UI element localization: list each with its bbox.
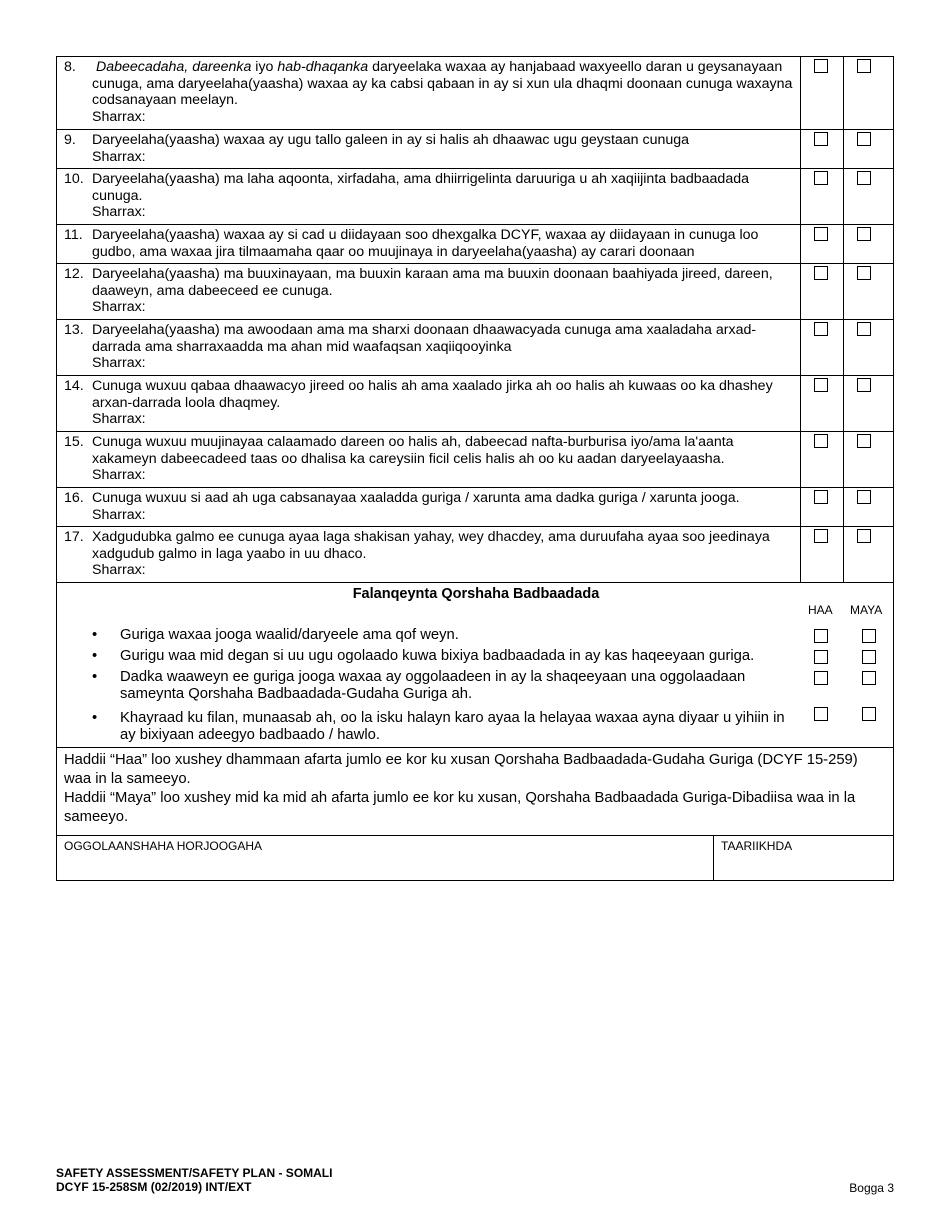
- supervisor-approval-label: OGGOLAANSHAHA HORJOOGAHA: [64, 839, 263, 853]
- yes-checkbox[interactable]: [814, 322, 828, 336]
- no-checkbox[interactable]: [857, 322, 871, 336]
- question-number: 12.: [64, 266, 84, 282]
- safety-assessment-form: [56, 56, 894, 881]
- question-text-part: daryeelaka waxaa ay hanjabaad waxyeello daran u geysanayaan cunuga, ama daryeelaha(yaasha) waxaa ay ka cabsi qabaan in ay si xun ula dhaqmi doonaan cunuga waxayna codsanayaan meelayn.: [92, 59, 793, 109]
- question-text-cell: [57, 264, 801, 319]
- yes-cell: [801, 376, 844, 431]
- sharrax-label: Sharrax:: [92, 506, 146, 523]
- question-text-cell: [57, 169, 801, 224]
- question-body: [92, 59, 794, 128]
- question-italic-phrase: Dabeecadaha, dareenka: [95, 59, 252, 75]
- sharrax-label: Sharrax:: [92, 108, 146, 125]
- question-body: [92, 378, 794, 430]
- maya-checkbox[interactable]: [862, 707, 876, 721]
- question-text-cell: [57, 488, 801, 526]
- question-body: [92, 266, 794, 318]
- no-cell: [844, 376, 887, 431]
- question-text: Daryeelaha(yaasha) ma awoodaan ama ma sharxi doonaan dhaawacyada cunuga ama xaaladaha arxad-darrada ama sharraxaadda ma ahan mid waafaqsan xaqiiqooyinka: [92, 322, 757, 355]
- question-body: [92, 490, 794, 525]
- question-text: Cunuga wuxuu muujinayaa calaamado dareen oo halis ah, dabeecad nafta-burburisa iyo/ama la'aanta xakameyn dabeecadeed taas oo dhalisa ka careysiin ficil celis halis ah oo ku aadan daryeelayaasha.: [92, 434, 734, 467]
- note-haa: Haddii “Haa” loo xushey dhammaan afarta jumlo ee kor ku xusan Qorshaha Badbaadada-Gudaha Guriga (DCYF 15-259) waa in la sameeyo.: [64, 752, 858, 787]
- question-number: 9.: [64, 132, 76, 148]
- haa-checkbox[interactable]: [814, 671, 828, 685]
- yes-checkbox[interactable]: [814, 227, 828, 241]
- sharrax-label: Sharrax:: [92, 562, 146, 579]
- question-italic-phrase: hab-dhaqanka: [277, 59, 369, 75]
- date-label: TAARIIKHDA: [721, 839, 793, 853]
- bullet: •: [92, 648, 98, 664]
- question-text: Xadgudubka galmo ee cunuga ayaa laga shakisan yahay, wey dhacdey, ama duruufaha ayaa soo jeedinaya xadgudub galmo in laga yaabo in uu dhaco.: [92, 529, 770, 562]
- sharrax-label: Sharrax:: [92, 467, 146, 484]
- question-text-cell: [57, 225, 801, 263]
- yes-cell: [801, 169, 844, 224]
- yes-checkbox[interactable]: [814, 434, 828, 448]
- question-text: Daryeelaha(yaasha) waxaa ay si cad u diidayaan soo dhexgalka DCYF, waxaa ay diidayaan in cunuga loo gudbo, ama waxaa jira tilmaamaha qaar oo muujinaya in daryeelaha(yaasha) ay carari doonaan: [92, 227, 759, 260]
- yes-cell: [801, 320, 844, 375]
- no-checkbox[interactable]: [857, 378, 871, 392]
- no-checkbox[interactable]: [857, 171, 871, 185]
- no-cell: [844, 432, 887, 487]
- bullet: •: [92, 627, 98, 643]
- question-row-14: [57, 376, 893, 432]
- sharrax-label: Sharrax:: [92, 299, 146, 316]
- plan-item-text: Gurigu waa mid degan si uu ugu ogolaado kuwa bixiya badbaadada in ay kas haqeeyaan guriga.: [120, 648, 755, 664]
- yes-cell: [801, 225, 844, 263]
- question-number: 15.: [64, 434, 84, 450]
- question-text-cell: [57, 432, 801, 487]
- date-field[interactable]: [714, 836, 893, 880]
- question-text-cell: [57, 376, 801, 431]
- haa-checkbox[interactable]: [814, 650, 828, 664]
- yes-checkbox[interactable]: [814, 529, 828, 543]
- sharrax-label: Sharrax:: [92, 355, 146, 372]
- no-cell: [844, 320, 887, 375]
- form-number: DCYF 15-258SM (02/2019) INT/EXT: [56, 1180, 252, 1194]
- question-text: Daryeelaha(yaasha) ma buuxinayaan, ma buuxin karaan ama ma buuxin doonaan baahiyada jireed, dareen, daaweyn, ama dabeeceed ee cunuga.: [92, 266, 773, 299]
- sharrax-label: Sharrax:: [92, 148, 146, 165]
- sharrax-label: Sharrax:: [92, 411, 146, 428]
- no-cell: [844, 130, 887, 168]
- question-text-cell: [57, 130, 801, 168]
- maya-column-header: MAYA: [850, 603, 883, 617]
- question-text-cell: [57, 527, 801, 582]
- bullet: •: [92, 669, 98, 685]
- question-number: 14.: [64, 378, 84, 394]
- question-number: 8.: [64, 59, 76, 75]
- maya-checkbox[interactable]: [862, 650, 876, 664]
- no-cell: [844, 225, 887, 263]
- question-number: 17.: [64, 529, 84, 545]
- no-cell: [844, 488, 887, 526]
- no-checkbox[interactable]: [857, 132, 871, 146]
- no-cell: [844, 169, 887, 224]
- question-row-17: [57, 527, 893, 583]
- bullet: •: [92, 710, 98, 726]
- question-number: 16.: [64, 490, 84, 506]
- yes-cell: [801, 57, 844, 129]
- plan-item-text: Guriga waxaa jooga waalid/daryeele ama qof weyn.: [120, 627, 459, 643]
- no-checkbox[interactable]: [857, 227, 871, 241]
- question-body: [92, 227, 794, 262]
- no-checkbox[interactable]: [857, 529, 871, 543]
- no-checkbox[interactable]: [857, 59, 871, 73]
- signature-row: [57, 836, 893, 880]
- question-number: 10.: [64, 171, 84, 187]
- question-number: 13.: [64, 322, 84, 338]
- page-number: Bogga 3: [849, 1181, 894, 1195]
- yes-checkbox[interactable]: [814, 490, 828, 504]
- section-title: Falanqeynta Qorshaha Badbaadada: [352, 586, 600, 602]
- instructions-notes: [57, 748, 893, 836]
- yes-cell: [801, 527, 844, 582]
- form-title: SAFETY ASSESSMENT/SAFETY PLAN - SOMALI: [56, 1166, 333, 1180]
- question-row-12: [57, 264, 893, 320]
- question-number: 11.: [64, 227, 83, 243]
- question-text-cell: [57, 57, 801, 129]
- maya-checkbox[interactable]: [862, 671, 876, 685]
- yes-checkbox[interactable]: [814, 132, 828, 146]
- question-text: Daryeelaha(yaasha) waxaa ay ugu tallo galeen in ay si halis ah dhaawac ugu geystaan cunuga: [92, 132, 690, 148]
- question-body: [92, 322, 794, 374]
- supervisor-approval-field[interactable]: [57, 836, 714, 880]
- question-row-13: [57, 320, 893, 376]
- maya-checkbox[interactable]: [862, 629, 876, 643]
- no-cell: [844, 264, 887, 319]
- no-checkbox[interactable]: [857, 266, 871, 280]
- haa-checkbox[interactable]: [814, 629, 828, 643]
- yes-checkbox[interactable]: [814, 266, 828, 280]
- form-footer: [56, 1166, 332, 1194]
- plan-item-text: Dadka waaweyn ee guriga jooga waxaa ay oggolaadeen in ay la shaqeeyaan una oggolaadaan sameynta Qorshaha Badbaadada-Gudaha Guriga ah.: [120, 669, 746, 702]
- question-row-16: [57, 488, 893, 527]
- question-text: Cunuga wuxuu si aad ah uga cabsanayaa xaaladda guriga / xarunta ama dadka guriga / xarunta jooga.: [92, 490, 740, 506]
- question-row-9: [57, 130, 893, 169]
- haa-column-header: HAA: [808, 603, 833, 617]
- no-cell: [844, 57, 887, 129]
- no-checkbox[interactable]: [857, 490, 871, 504]
- yes-cell: [801, 488, 844, 526]
- question-body: [92, 132, 794, 167]
- no-checkbox[interactable]: [857, 434, 871, 448]
- yes-checkbox[interactable]: [814, 59, 828, 73]
- question-row-15: [57, 432, 893, 488]
- yes-checkbox[interactable]: [814, 171, 828, 185]
- no-cell: [844, 527, 887, 582]
- question-row-10: [57, 169, 893, 225]
- yes-cell: [801, 130, 844, 168]
- yes-cell: [801, 432, 844, 487]
- safety-plan-analysis-section: [57, 583, 893, 748]
- question-text: Daryeelaha(yaasha) ma laha aqoonta, xirfadaha, ama dhiirrigelinta daruuriga u ah xaqiijinta badbaadada cunuga.: [92, 171, 749, 204]
- question-body: [92, 529, 794, 581]
- question-text-part: iyo: [251, 59, 278, 75]
- question-row-11: [57, 225, 893, 264]
- yes-checkbox[interactable]: [814, 378, 828, 392]
- haa-checkbox[interactable]: [814, 707, 828, 721]
- question-text: Cunuga wuxuu qabaa dhaawacyo jireed oo halis ah ama xaalado jirka ah oo halis ah kuwaas oo ka dhashey arxan-darrada loola dhaqmey.: [92, 378, 773, 411]
- sharrax-label: Sharrax:: [92, 204, 146, 221]
- note-maya: Haddii “Maya” loo xushey mid ka mid ah afarta jumlo ee kor ku xusan, Qorshaha Badbaadada Guriga-Dibadiisa waa in la sameeyo.: [64, 790, 856, 825]
- question-body: [92, 171, 794, 223]
- question-body: [92, 434, 794, 486]
- question-text-cell: [57, 320, 801, 375]
- yes-cell: [801, 264, 844, 319]
- question-row-8: [57, 57, 893, 130]
- plan-item-text: Khayraad ku filan, munaasab ah, oo la isku halayn karo ayaa la helayaa waxaa ayna diyaar u yihiin in ay bixiyaan adeegyo badbaado / hawlo.: [120, 710, 785, 743]
